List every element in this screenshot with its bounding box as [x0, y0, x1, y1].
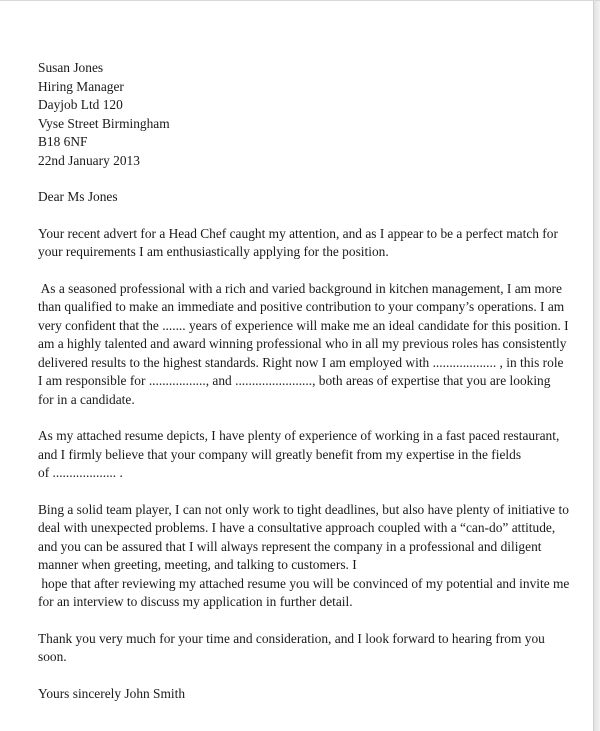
paragraph-line: your requirements I am enthusiastically applying for the position.	[38, 244, 389, 259]
paragraph-line: Thank you very much for your time and consideration, and I look forward to hearing from you	[38, 630, 545, 646]
paragraph-line: I am responsible for ................., and ......................., both areas of expertise that you are looking	[38, 373, 551, 388]
paragraph-line: and I firmly believe that your company will greatly benefit from my expertise in the fields	[38, 446, 522, 462]
paragraph-line: and you can be assured that I will always represent the company in a professional and diligent	[38, 538, 542, 554]
salutation: Dear Ms Jones	[38, 189, 118, 204]
paragraph-experience	[38, 280, 569, 410]
paragraph-line: soon.	[38, 649, 67, 664]
paragraph-line: than qualified to make an immediate and positive contribution to your company’s operations. I am	[38, 299, 565, 314]
paragraph-line: Your recent advert for a Head Chef caught my attention, and as I appear to be a perfect match for	[38, 225, 558, 241]
paragraph-line: delivered results to the highest standards. Right now I am employed with ................... , in this role	[38, 354, 564, 370]
postcode: B18 6NF	[38, 134, 88, 149]
company-name: Dayjob Ltd 120	[38, 97, 123, 112]
paragraph-line: manner when greeting, meeting, and talking to customers. I	[38, 557, 357, 572]
letter-date: 22nd January 2013	[38, 152, 140, 168]
page-edge-shadow	[593, 1, 600, 731]
paragraph-thanks	[38, 630, 558, 667]
recipient-name: Susan Jones	[38, 60, 104, 75]
paragraph-line: hope that after reviewing my attached resume you will be convinced of my potential and invite me	[38, 575, 570, 591]
paragraph-line: As my attached resume depicts, I have plenty of experience of working in a fast paced restaurant,	[38, 428, 560, 443]
closing-signature: Yours sincerely John Smith	[38, 685, 186, 701]
paragraph-line: deal with unexpected problems. I have a consultative approach coupled with a “can-do” attitude,	[38, 520, 556, 535]
paragraph-line: of ................... .	[38, 465, 123, 480]
paragraph-line: for in a candidate.	[38, 391, 135, 407]
paragraph-line: for an interview to discuss my application in further detail.	[38, 594, 353, 609]
paragraph-intro	[38, 225, 558, 262]
recipient-title: Hiring Manager	[38, 78, 124, 94]
paragraph-line: am a highly talented and award winning professional who in all my previous roles has consistently	[38, 336, 567, 351]
paragraph-line: Bing a solid team player, I can not only work to tight deadlines, but also have plenty of initiative to	[38, 501, 569, 517]
recipient-address-block	[38, 59, 558, 170]
paragraph-line: very confident that the ....... years of experience will make me an ideal candidate for this position. I	[38, 317, 569, 333]
paragraph-line: As a seasoned professional with a rich and varied background in kitchen management, I am more	[38, 280, 562, 296]
paragraph-resume	[38, 427, 558, 483]
street-address: Vyse Street Birmingham	[38, 115, 170, 131]
cover-letter	[38, 59, 570, 703]
paragraph-teamwork	[38, 501, 570, 612]
